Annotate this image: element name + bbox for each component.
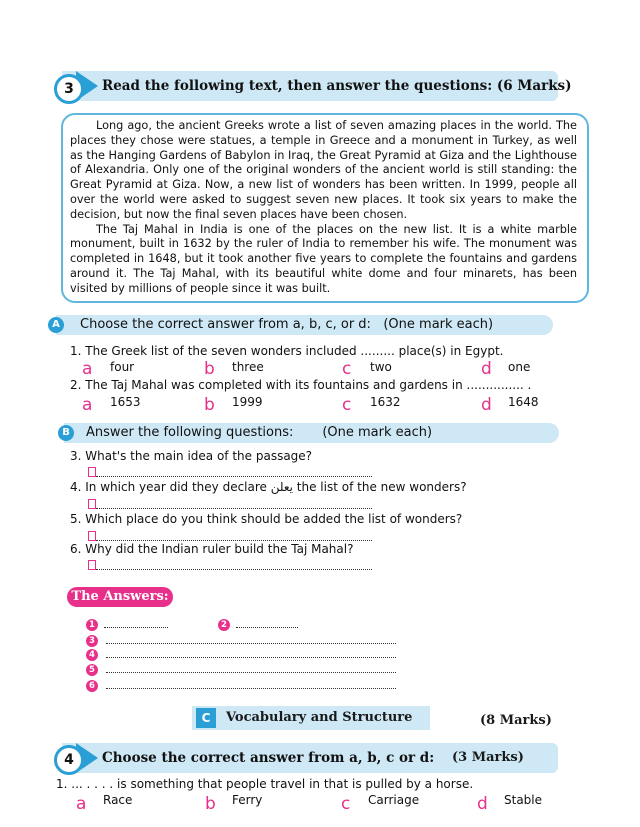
q4-option-d-letter: d [477,794,488,814]
section-c-marks: (8 Marks) [480,713,552,728]
question-5-text: 5. Which place do you think should be added the list of wonders? [70,512,463,526]
question-3-text: 3. What's the main idea of the passage? [70,449,313,463]
section-a-marks: (One mark each) [383,317,494,332]
section-b-badge: B [58,425,74,441]
answer-number-1: 1 [86,619,98,631]
q1-option-a-text: four [110,360,135,374]
q2-option-d-text: 1648 [508,395,539,409]
q2-option-b-text: 1999 [232,395,263,409]
q4-option-d-text: Stable [504,793,543,807]
answer-5-line[interactable] [96,540,372,541]
q2-option-a-text: 1653 [110,395,141,409]
question-3-title-text: Read the following text, then answer the questions: [102,78,493,94]
q2-option-a-letter: a [82,395,93,415]
q1-option-b-text: three [232,360,264,374]
section-a-title [80,317,493,332]
answer-6-line[interactable] [96,569,372,570]
passage-paragraph-1: Long ago, the ancient Greeks wrote a list of seven amazing places in the world. The places they chose were statues, a temple in Greece and a monument in Turkey, as well as the Hanging Gardens of Babylon in Iraq, the Great Pyramid at Giza and the Lighthouse of Alexandria. Only one of the original wonders of the ancient world is still standing: the Great Pyramid at Giza. Now, a new list of wonders has been written. In 1999, people all over the world were asked to suggest seven new places. It took six years to make the decision, but now the final seven places have been chosen. [70,119,577,221]
q1-option-d-letter: d [481,359,492,379]
answers-label: The Answers: [67,587,173,607]
answer-2-field[interactable] [236,627,298,628]
passage-paragraph-2: The Taj Mahal in India is one of the places on the new list. It is a white marble monument, built in 1632 by the ruler of India to remember his wife. The monument was completed in 1648, but it took another five years to complete the fountains and gardens around it. The Taj Mahal, with its beautiful white dome and four minarets, has been visited by millions of people since it was built. [70,222,577,295]
question-3-title [102,78,572,94]
answer-number-6: 6 [86,680,98,692]
answer-6-marker [88,560,96,570]
q4-option-b-text: Ferry [232,793,263,807]
section-b-title-text: Answer the following questions: [86,425,294,440]
q2-option-b-letter: b [204,395,215,415]
answer-number-4: 4 [86,649,98,661]
section-b-marks: (One mark each) [322,425,433,440]
question-4-text: 4. In which year did they declare يعلن the list of the new wonders? [70,480,467,494]
question-4-marks: (3 Marks) [452,750,524,765]
q2-option-d-letter: d [481,395,492,415]
question-6-text: 6. Why did the Indian ruler build the Taj Mahal? [70,542,354,556]
answer-4-line[interactable] [96,508,372,509]
q4-option-c-letter: c [341,794,351,814]
question-3-marks: (6 Marks) [496,78,572,94]
section-a-badge: A [48,317,64,333]
question-4-number: 4 [54,745,84,775]
answer-6-field[interactable] [106,688,396,689]
question-4-title: Choose the correct answer from a, b, c or d: [102,750,435,766]
q4-question-1-text: 1. ... . . . . is something that people travel in that is pulled by a horse. [56,777,474,791]
answer-3-marker [88,467,96,477]
section-c-badge: C [196,708,216,728]
q1-option-c-text: two [370,360,392,374]
answer-4-field[interactable] [106,657,396,658]
q1-option-a-letter: a [82,359,93,379]
passage-text [70,119,577,297]
q1-option-c-letter: c [342,359,352,379]
q2-option-c-text: 1632 [370,395,401,409]
question-1-text: 1. The Greek list of the seven wonders included ......... place(s) in Egypt. [70,344,504,358]
section-a-title-text: Choose the correct answer from a, b, c, or d: [80,317,371,332]
q1-option-b-letter: b [204,359,215,379]
q4-option-a-letter: a [76,794,87,814]
answer-number-5: 5 [86,664,98,676]
q4-option-c-text: Carriage [368,793,420,807]
answer-number-3: 3 [86,635,98,647]
q4-option-a-text: Race [103,793,133,807]
section-c-title: Vocabulary and Structure [226,710,413,725]
question-3-number: 3 [54,74,84,104]
answer-3-line[interactable] [96,476,372,477]
answer-5-marker [88,531,96,541]
answer-5-field[interactable] [106,672,396,673]
q4-option-b-letter: b [205,794,216,814]
answer-1-field[interactable] [104,627,168,628]
question-2-text: 2. The Taj Mahal was completed with its fountains and gardens in ............... . [70,378,532,392]
answer-4-marker [88,499,96,509]
q2-option-c-letter: c [342,395,352,415]
answer-3-field[interactable] [106,643,396,644]
answer-number-2: 2 [218,619,230,631]
section-b-title [86,425,432,440]
q1-option-d-text: one [508,360,531,374]
